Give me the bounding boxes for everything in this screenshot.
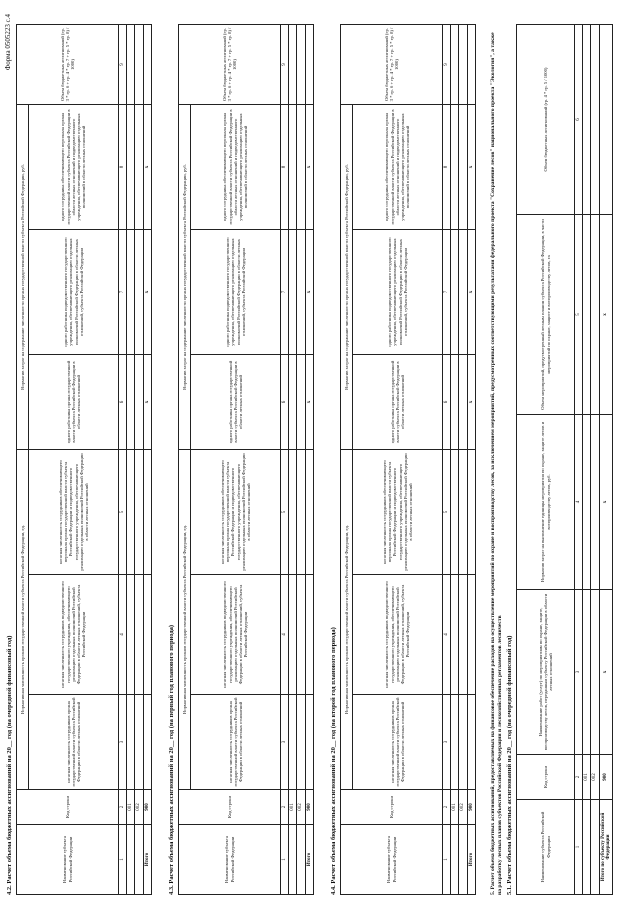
row-code: 002 bbox=[135, 790, 143, 825]
total-label: Итого bbox=[305, 825, 313, 895]
col-number: 5 bbox=[119, 450, 127, 575]
col-number: 2 bbox=[575, 755, 583, 800]
section-4-3-title: 4.3. Расчет объема бюджетных ассигнований на 20__ год (на первый год планового периода) bbox=[168, 624, 175, 895]
col-number: 8 bbox=[443, 105, 451, 230]
col-budget-volume: Объем бюджетных ассигнований (гр. 3 * гр. 6 + гр. 4 * гр. 7 + гр. 5 * гр. 8) / 1000) bbox=[179, 25, 281, 105]
col-subject-name: Наименование субъекта Российской Федерации bbox=[179, 825, 281, 895]
col-number: 7 bbox=[443, 230, 451, 355]
col-cost-support: одного сотрудника обеспечивающего персонала органа государственной власти субъекта Российской Федерации в области лесных отношений и подведомственного учреждения, обеспечивающего реализацию отдельных полномочий в области лесных отношений bbox=[29, 105, 119, 230]
col-number: 2 bbox=[119, 790, 127, 825]
total-label: Итого по субъекту Российской Федерации bbox=[599, 800, 612, 895]
col-cost-support: одного сотрудника обеспечивающего персонала органа государственной власти субъекта Российской Федерации в области лесных отношений и подведомственного учреждения, обеспечивающего реализацию отдельных полномочий в области лесных отношений bbox=[353, 105, 443, 230]
col-staff-institution: штатная численность сотрудников подведомственного государственного учреждения, обеспечивающего реализацию отдельных полномочий Российской Федерации в области лесных отношений, субъекта Российской Федерации bbox=[191, 575, 281, 695]
col-activity-volume: Объем мероприятий, предусмотренный лесным планом субъекта Российской Федерации, в части мероприятий по охране, защите и воспроизводству лесов, га bbox=[517, 215, 575, 415]
col-number: 1 bbox=[443, 825, 451, 895]
total-row bbox=[143, 25, 151, 895]
total-label: Итого bbox=[467, 825, 475, 895]
col-number: 6 bbox=[119, 355, 127, 450]
x-mark: x bbox=[599, 590, 612, 755]
col-number: 3 bbox=[575, 590, 583, 755]
col-number: 4 bbox=[281, 575, 289, 695]
row-code: 001 bbox=[583, 755, 591, 800]
col-staff-authority: штатная численность сотрудников органа государственной власти субъекта Российской Федерации в области лесных отношений bbox=[353, 695, 443, 790]
col-cost-authority: одного работника органа государственной власти субъекта Российской Федерации в области лесных отношений bbox=[353, 355, 443, 450]
col-number: 8 bbox=[119, 105, 127, 230]
col-number: 3 bbox=[281, 695, 289, 790]
col-number: 2 bbox=[443, 790, 451, 825]
group-cost-norm: Норматив затрат на содержание численности органа государственной власти субъекта Российской Федерации, руб. bbox=[341, 105, 353, 450]
col-number: 4 bbox=[119, 575, 127, 695]
col-row-code: Код строки bbox=[517, 755, 575, 800]
group-normative-staff: Нормативная численность органов государственной власти субъекта Российской Федерации, ед. bbox=[179, 450, 191, 790]
col-cost-norm: Норматив затрат на выполнение единицы мероприятия по охране, защите лесов и воспроизводству лесов, руб. bbox=[517, 415, 575, 590]
col-cost-authority: одного работника органа государственной власти субъекта Российской Федерации в области лесных отношений bbox=[29, 355, 119, 450]
col-number: 3 bbox=[119, 695, 127, 790]
x-mark: x bbox=[143, 355, 151, 450]
table-row bbox=[127, 25, 135, 895]
col-number: 6 bbox=[443, 355, 451, 450]
col-number: 6 bbox=[575, 25, 583, 215]
group-normative-staff: Нормативная численность органов государственной власти субъекта Российской Федерации, ед. bbox=[17, 450, 29, 790]
col-number: 5 bbox=[443, 450, 451, 575]
row-code: 001 bbox=[451, 790, 459, 825]
table-row bbox=[583, 25, 591, 895]
total-row bbox=[305, 25, 313, 895]
total-row bbox=[467, 25, 475, 895]
col-budget-volume: Объем бюджетных ассигнований (гр. 4 * гр. 5 / 1000) bbox=[517, 25, 575, 215]
group-cost-norm: Норматив затрат на содержание численности органа государственной власти субъекта Российской Федерации, руб. bbox=[17, 105, 29, 450]
total-label: Итого bbox=[143, 825, 151, 895]
col-number: 1 bbox=[575, 800, 583, 895]
x-mark: x bbox=[143, 105, 151, 230]
group-normative-staff: Нормативная численность органов государственной власти субъекта Российской Федерации, ед. bbox=[341, 450, 353, 790]
col-number: 9 bbox=[119, 25, 127, 105]
col-cost-institution: одного работника подведомственного государственного учреждения, обеспечивающего реализацию отдельных полномочий Российской Федерации в области лесных отношений, субъекта Российской Федерации bbox=[353, 230, 443, 355]
section-4-4-title: 4.4. Расчет объема бюджетных ассигнований на 20__ год (на второй год планового периода) bbox=[330, 627, 337, 895]
table-row bbox=[297, 25, 305, 895]
section-4-2-title: 4.2. Расчет объема бюджетных ассигнований на 20__ год (на очередной финансовый год) bbox=[6, 635, 13, 895]
x-mark: x bbox=[599, 415, 612, 590]
table-row bbox=[459, 25, 467, 895]
row-code: 002 bbox=[297, 790, 305, 825]
x-mark: x bbox=[467, 105, 475, 230]
x-mark: x bbox=[305, 355, 313, 450]
col-number: 8 bbox=[281, 105, 289, 230]
col-cost-support: одного сотрудника обеспечивающего персонала органа государственной власти субъекта Российской Федерации в области лесных отношений и подведомственного учреждения, обеспечивающего реализацию отдельных полномочий в области лесных отношений bbox=[191, 105, 281, 230]
col-budget-volume: Объем бюджетных ассигнований (гр. 3 * гр. 6 + гр. 4 * гр. 7 + гр. 5 * гр. 8) / 1000) bbox=[341, 25, 443, 105]
table-4-4 bbox=[340, 24, 476, 895]
table-row bbox=[451, 25, 459, 895]
section-5-title: 5. Расчет объема бюджетных ассигнований, предоставляемых на финансовое обеспечение расходов на осуществление мероприятий по охране и воспроизводству лесов, за исключением мероприятий, предусмотренных соответствующими результатами федерального проекта "Сохранение лесов" национального проекта "Экология", а также на разработку лесных планов субъектов Российской Федерации и лесохозяйственных регламентов лесничеств bbox=[490, 32, 503, 895]
section-5-1-title: 5.1. Расчет объема бюджетных ассигнований на 20__ год (на очередной финансовый год) bbox=[506, 635, 513, 895]
col-cost-authority: одного работника органа государственной власти субъекта Российской Федерации в области лесных отношений bbox=[191, 355, 281, 450]
col-number: 3 bbox=[443, 695, 451, 790]
table-row bbox=[135, 25, 143, 895]
col-number: 2 bbox=[281, 790, 289, 825]
x-mark: x bbox=[467, 230, 475, 355]
col-number: 5 bbox=[575, 215, 583, 415]
col-works-name: Наименование работ (услуг) по мероприятиям по охране, защите, воспроизводству лесов, переданным субъекту Российской Федерации в области лесных отношений bbox=[517, 590, 575, 755]
col-number: 1 bbox=[119, 825, 127, 895]
col-staff-support: штатная численность сотрудников обеспечивающего персонала органа государственной власти субъекта Российской Федерации и подведомственного государственного учреждения, обеспечивающего реализацию отдельных полномочий Российской Федерации в области лесных отношений bbox=[191, 450, 281, 575]
total-code: 900 bbox=[305, 790, 313, 825]
col-number: 4 bbox=[443, 575, 451, 695]
x-mark: x bbox=[305, 105, 313, 230]
col-row-code: Код строки bbox=[17, 790, 119, 825]
col-staff-authority: штатная численность сотрудников органа государственной власти субъекта Российской Федерации в области лесных отношений bbox=[29, 695, 119, 790]
col-number: 7 bbox=[119, 230, 127, 355]
x-mark: x bbox=[143, 230, 151, 355]
col-number: 6 bbox=[281, 355, 289, 450]
table-4-2 bbox=[16, 24, 152, 895]
col-cost-institution: одного работника подведомственного государственного учреждения, обеспечивающего реализацию отдельных полномочий Российской Федерации в области лесных отношений, субъекта Российской Федерации bbox=[191, 230, 281, 355]
total-row bbox=[599, 25, 612, 895]
col-row-code: Код строки bbox=[341, 790, 443, 825]
form-code: Форма 0505223 с.4 bbox=[4, 14, 12, 71]
col-staff-support: штатная численность сотрудников обеспечивающего персонала органа государственной власти субъекта Российской Федерации и подведомственного государственного учреждения, обеспечивающего реализацию отдельных полномочий Российской Федерации в области лесных отношений bbox=[29, 450, 119, 575]
col-staff-institution: штатная численность сотрудников подведомственного государственного учреждения, обеспечивающего реализацию отдельных полномочий Российской Федерации в области лесных отношений, субъекта Российской Федерации bbox=[353, 575, 443, 695]
row-code: 001 bbox=[127, 790, 135, 825]
col-number: 1 bbox=[281, 825, 289, 895]
total-code: 900 bbox=[599, 755, 612, 800]
col-staff-support: штатная численность сотрудников обеспечивающего персонала органа государственной власти субъекта Российской Федерации и подведомственного государственного учреждения, обеспечивающего реализацию отдельных полномочий Российской Федерации в области лесных отношений bbox=[353, 450, 443, 575]
table-5-1 bbox=[516, 24, 613, 895]
col-number: 9 bbox=[443, 25, 451, 105]
col-number: 7 bbox=[281, 230, 289, 355]
col-subject-name: Наименование субъекта Российской Федерации bbox=[17, 825, 119, 895]
col-budget-volume: Объем бюджетных ассигнований (гр. 3 * гр. 6 + гр. 4 * гр. 7 + гр. 5 * гр. 8) / 1000) bbox=[17, 25, 119, 105]
table-row bbox=[289, 25, 297, 895]
table-4-3 bbox=[178, 24, 314, 895]
group-cost-norm: Норматив затрат на содержание численности органа государственной власти субъекта Российской Федерации, руб. bbox=[179, 105, 191, 450]
total-code: 900 bbox=[467, 790, 475, 825]
col-row-code: Код строки bbox=[179, 790, 281, 825]
x-mark: x bbox=[305, 230, 313, 355]
col-number: 5 bbox=[281, 450, 289, 575]
row-code: 002 bbox=[459, 790, 467, 825]
x-mark: x bbox=[467, 355, 475, 450]
table-row bbox=[591, 25, 599, 895]
col-number: 9 bbox=[281, 25, 289, 105]
x-mark: x bbox=[599, 215, 612, 415]
col-cost-institution: одного работника подведомственного государственного учреждения, обеспечивающего реализацию отдельных полномочий Российской Федерации в области лесных отношений, субъекта Российской Федерации bbox=[29, 230, 119, 355]
total-code: 900 bbox=[143, 790, 151, 825]
col-staff-authority: штатная численность сотрудников органа государственной власти субъекта Российской Федерации в области лесных отношений bbox=[191, 695, 281, 790]
col-staff-institution: штатная численность сотрудников подведомственного государственного учреждения, обеспечивающего реализацию отдельных полномочий Российской Федерации в области лесных отношений, субъекта Российской Федерации bbox=[29, 575, 119, 695]
row-code: 002 bbox=[591, 755, 599, 800]
col-number: 4 bbox=[575, 415, 583, 590]
col-subject-name: Наименование субъекта Российской Федерации bbox=[517, 800, 575, 895]
row-code: 001 bbox=[289, 790, 297, 825]
col-subject-name: Наименование субъекта Российской Федерации bbox=[341, 825, 443, 895]
